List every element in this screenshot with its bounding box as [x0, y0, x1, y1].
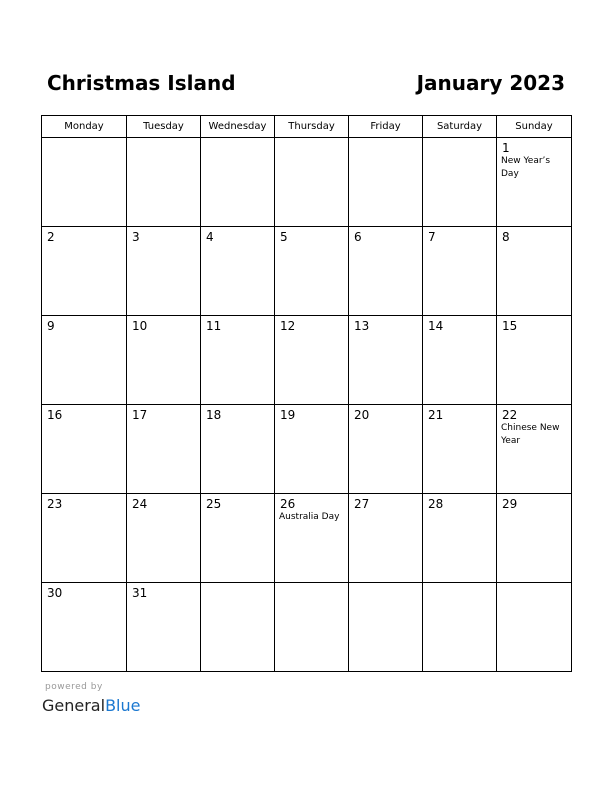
holiday-label: Chinese New Year [501, 423, 560, 446]
day-number: 23 [47, 497, 63, 511]
day-cell [349, 316, 423, 405]
day-cell [275, 316, 349, 405]
day-number: 17 [132, 408, 148, 422]
empty-day-cell [497, 583, 572, 672]
day-number: 12 [280, 319, 296, 333]
day-cell [127, 227, 201, 316]
empty-day-cell [423, 138, 497, 227]
empty-day-cell [201, 583, 275, 672]
day-cell [42, 316, 127, 405]
day-cell [423, 227, 497, 316]
weekday-header: Tuesday [127, 116, 201, 138]
day-cell [201, 316, 275, 405]
day-number: 30 [47, 586, 63, 600]
region-title: Christmas Island [47, 71, 236, 95]
day-cell [423, 316, 497, 405]
empty-day-cell [349, 138, 423, 227]
week-row [42, 583, 572, 672]
empty-day-cell [275, 583, 349, 672]
holiday-label: New Year’s Day [501, 156, 551, 179]
empty-day-cell [42, 138, 127, 227]
day-cell [423, 494, 497, 583]
day-number: 14 [428, 319, 444, 333]
day-cell [497, 405, 572, 494]
month-year-title: January 2023 [416, 71, 565, 95]
empty-day-cell [349, 583, 423, 672]
weekday-header-row [42, 116, 572, 138]
day-number: 6 [354, 230, 362, 244]
day-cell [127, 405, 201, 494]
holiday-label: Australia Day [279, 512, 340, 522]
day-number: 19 [280, 408, 296, 422]
week-row [42, 227, 572, 316]
weekday-header: Thursday [275, 116, 349, 138]
day-cell [201, 494, 275, 583]
day-number: 20 [354, 408, 370, 422]
empty-day-cell [201, 138, 275, 227]
weekday-header: Sunday [497, 116, 572, 138]
day-cell [127, 316, 201, 405]
day-number: 11 [206, 319, 222, 333]
weekday-header: Saturday [423, 116, 497, 138]
day-cell [127, 583, 201, 672]
day-number: 26 [280, 497, 296, 511]
day-number: 16 [47, 408, 63, 422]
day-number: 29 [502, 497, 518, 511]
weekday-header: Friday [349, 116, 423, 138]
day-number: 28 [428, 497, 444, 511]
day-cell [275, 227, 349, 316]
generalblue-logo[interactable] [42, 696, 140, 716]
day-number: 13 [354, 319, 370, 333]
day-number: 18 [206, 408, 222, 422]
empty-day-cell [423, 583, 497, 672]
calendar-grid [41, 115, 572, 672]
empty-day-cell [275, 138, 349, 227]
day-cell [201, 405, 275, 494]
day-number: 3 [132, 230, 140, 244]
day-number: 21 [428, 408, 444, 422]
day-cell [127, 494, 201, 583]
week-row [42, 494, 572, 583]
day-cell [275, 405, 349, 494]
week-row [42, 405, 572, 494]
day-number: 2 [47, 230, 55, 244]
day-cell [275, 494, 349, 583]
day-number: 9 [47, 319, 55, 333]
day-cell [42, 583, 127, 672]
powered-by-text: powered by [45, 682, 103, 692]
brand-blue-text: Blue [105, 696, 141, 715]
day-number: 8 [502, 230, 510, 244]
day-cell [42, 405, 127, 494]
day-cell [42, 227, 127, 316]
brand-general-text: General [42, 696, 106, 715]
day-number: 15 [502, 319, 518, 333]
day-cell [42, 494, 127, 583]
day-number: 22 [502, 408, 518, 422]
day-number: 5 [280, 230, 288, 244]
weekday-header: Wednesday [201, 116, 275, 138]
day-number: 10 [132, 319, 148, 333]
week-row [42, 316, 572, 405]
day-cell [497, 227, 572, 316]
day-cell [201, 227, 275, 316]
day-number: 27 [354, 497, 370, 511]
day-number: 4 [206, 230, 214, 244]
day-number: 1 [502, 141, 510, 155]
day-cell [497, 316, 572, 405]
empty-day-cell [127, 138, 201, 227]
day-number: 24 [132, 497, 148, 511]
day-number: 7 [428, 230, 436, 244]
day-cell [497, 494, 572, 583]
day-cell [423, 405, 497, 494]
week-row [42, 138, 572, 227]
footer-branding [42, 682, 140, 716]
day-cell [497, 138, 572, 227]
weekday-header: Monday [42, 116, 127, 138]
day-number: 25 [206, 497, 222, 511]
day-cell [349, 227, 423, 316]
day-cell [349, 405, 423, 494]
day-cell [349, 494, 423, 583]
day-number: 31 [132, 586, 148, 600]
